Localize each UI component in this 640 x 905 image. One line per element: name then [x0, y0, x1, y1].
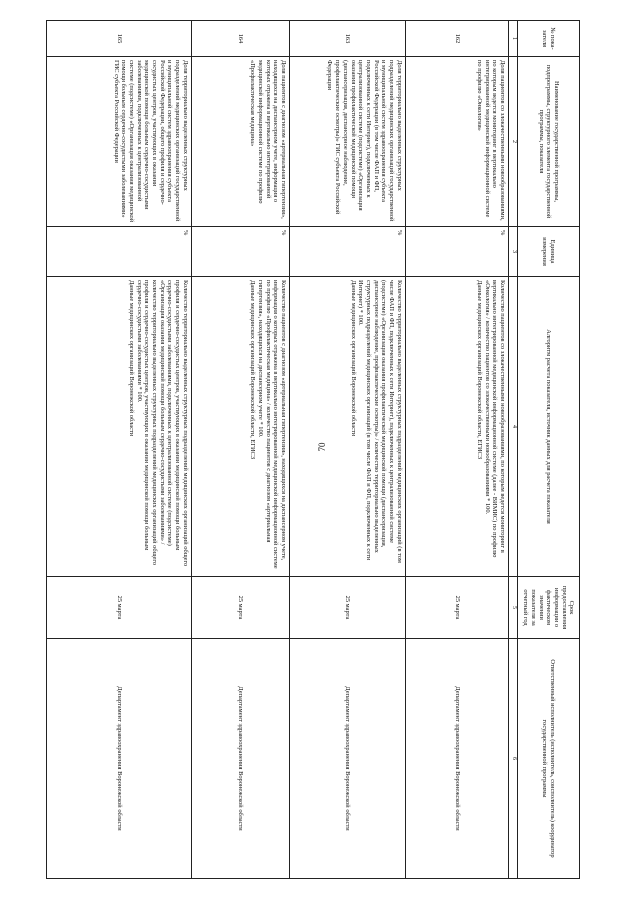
responsible: Департамент здравоохранения Воронежской области — [47, 639, 192, 879]
column-number: 3 — [509, 227, 518, 277]
responsible: Департамент здравоохранения Воронежской области — [289, 639, 405, 879]
header-cell: Ответственный исполнитель (исполнитель, соисполнитель) координатор государственной программы — [518, 639, 580, 879]
algorithm-source: Данные медицинских организаций Воронежской области — [127, 280, 135, 437]
indicator-table-wrapper — [46, 20, 580, 878]
algorithm — [191, 277, 289, 577]
row-id: 163 — [289, 21, 405, 57]
row-id: 165 — [47, 21, 192, 57]
unit: % — [289, 227, 405, 277]
table-row — [191, 21, 289, 879]
responsible: Департамент здравоохранения Воронежской области — [405, 639, 508, 879]
column-number: 4 — [509, 277, 518, 577]
unit: % — [405, 227, 508, 277]
row-id: 162 — [405, 21, 508, 57]
column-number: 1 — [509, 21, 518, 57]
header-cell: Срок предоставления информации о фактическом значении показателя за отчетный год — [518, 577, 580, 639]
indicator-name: Доля пациентов с диагнозом «артериальная гипертензия», находящихся на диспансерном учете, информация о которых отражена в вертикально интегрированной медицинской информационной системе по профилю «Профилактическая медицина» — [191, 57, 289, 227]
page-number: 70 — [317, 442, 327, 452]
column-number: 2 — [509, 57, 518, 227]
algorithm-source: Данные медицинских организаций Воронежской области — [349, 280, 357, 437]
table-row — [405, 21, 508, 879]
indicator-name: Доля пациентов со злокачественными новообразованиями, по которым ведется мониторинг в вертикально интегрированной медицинской информационной системе по профилю «Онкология» — [405, 57, 508, 227]
column-number: 5 — [509, 577, 518, 639]
algorithm — [47, 277, 192, 577]
deadline: 25 марта — [47, 577, 192, 639]
header-cell: Наименование государственной программы, подпрограммы, структурного элемента государственной программы, показателя — [518, 57, 580, 227]
row-id: 164 — [191, 21, 289, 57]
algorithm-source: Данные медицинских организаций Воронежской области, ЕГИСЗ — [249, 280, 257, 460]
indicator-name: Доля территориально выделенных структурных подразделений медицинских организаций государственной и муниципальной систем здравоохранения субъекта Российской Федерации (в том числе ФАП и ФП, подключенных к сети Интернет), подключенных к централизованной системе (подсистеме) «Организация оказания профилактической медицинской помощи (диспансеризация, диспансерное наблюдение, профилактические осмотры)» ГИС субъекта Российской Федерации — [289, 57, 405, 227]
algorithm-formula: Количество территориально выделенных структурных подразделений медицинских организаций (в том числе ФАП и ФП, подключенных к сети Интернет), подключенных к централизованной системе (подсистеме) «Организация оказания профилактической медицинской помощи (диспансеризация, диспансерное наблюдение, профилактические осмотры)» / количество территориально выделенных структурных подразделений медицинских организаций (в том числе ФАП и ФП, подключенных к сети Интернет) * 100. — [357, 280, 403, 563]
header-cell: Алгоритм расчета показателя, источник данных для расчета показателя — [518, 277, 580, 577]
algorithm-formula: Количество пациентов с диагнозом «артериальная гипертензия», находящихся на диспансерном учете, информация о которых отражена в вертикально интегрированной медицинской информационной системе по профилю «Профилактическая медицина» / количество пациентов с диагнозом «артериальная гипертензия», находящихся на диспансерном учете * 100. — [256, 280, 287, 569]
indicator-table — [46, 20, 580, 879]
column-number: 6 — [509, 639, 518, 879]
header-cell: № пока-зателя — [518, 21, 580, 57]
algorithm-source: Данные медицинских организаций Воронежской области, ЕГИСЗ — [475, 280, 483, 460]
algorithm-formula: Количество территориально выделенных структурных подразделений медицинских организаций общего профиля и сердечно-сосудистых центров, участвующих в оказании медицинской помощи больным сердечно-сосудистыми заболеваниями, подключенных к централизованной системе (подсистеме) «Организация оказания медицинской помощи больным сердечно-сосудистыми заболеваниями» / количество территориально выделенных структурных подразделений медицинских организаций общего профиля и сердечно-сосудистых центров, участвующих в оказании медицинской помощи больным сердечно-сосудистыми заболеваниями * 100. — [135, 280, 189, 567]
header-row — [518, 21, 580, 879]
column-number-row — [509, 21, 518, 879]
table-row — [47, 21, 192, 879]
table-row — [289, 21, 405, 879]
algorithm — [405, 277, 508, 577]
unit: % — [191, 227, 289, 277]
responsible: Департамент здравоохранения Воронежской области — [191, 639, 289, 879]
algorithm-formula: Количество пациентов со злокачественными новообразованиями, по которым ведется мониторинг в вертикально интегрированной медицинской информационной системе (далее - ВИМИС) по профилю «Онкология» / количество пациентов со злокачественными новообразованиями * 100. — [483, 280, 506, 558]
deadline: 25 марта — [191, 577, 289, 639]
deadline: 25 марта — [405, 577, 508, 639]
unit: % — [47, 227, 192, 277]
algorithm — [289, 277, 405, 577]
indicator-name: Доля территориально выделенных структурных подразделений медицинских организаций государственной и муниципальной систем здравоохранения субъекта Российской Федерации, общего профиля и сердечно-сосудистых центров, участвующих в оказании медицинской помощи больным сердечно-сосудистыми заболеваниями, подключенных к централизованной системе (подсистеме) «Организация оказания медицинской помощи больным сердечно-сосудистыми заболеваниями» ГИС субъекта Российской Федерации — [47, 57, 192, 227]
header-cell: Единица измерения — [518, 227, 580, 277]
deadline: 25 марта — [289, 577, 405, 639]
